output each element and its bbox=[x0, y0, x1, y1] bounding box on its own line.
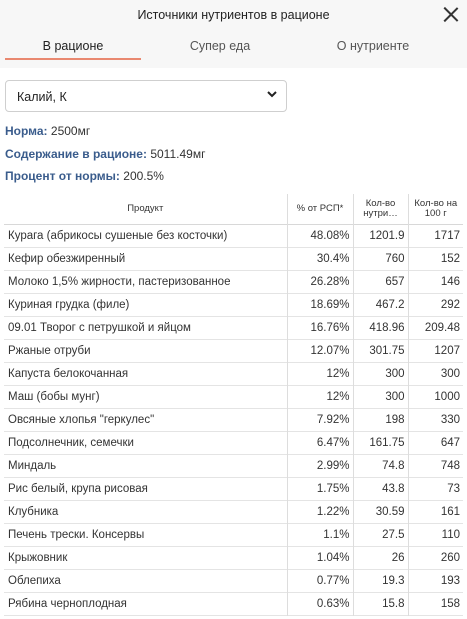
nutrient-amount-cell: 1201.9 bbox=[353, 224, 408, 247]
norm-label: Норма: bbox=[5, 124, 48, 138]
table-row[interactable] bbox=[4, 500, 463, 523]
per-100g-cell: 146 bbox=[440, 275, 460, 288]
per-100g-cell: 161 bbox=[440, 505, 460, 518]
nutrient-amount-cell: 300 bbox=[353, 362, 408, 385]
nutrient-amount-cell: 300 bbox=[353, 385, 408, 408]
per-100g-cell: 300 bbox=[440, 367, 460, 380]
rsp-percent-cell: 30.4% bbox=[287, 247, 353, 270]
rsp-percent-cell: 48.08% bbox=[287, 224, 353, 247]
table-row[interactable] bbox=[4, 247, 463, 270]
table-header-row bbox=[4, 194, 463, 224]
tab-bar bbox=[0, 34, 467, 62]
product-name-cell: Подсолнечник, семечки bbox=[4, 431, 287, 454]
table-row[interactable] bbox=[4, 362, 463, 385]
per-100g-cell: 1207 bbox=[434, 344, 460, 357]
rsp-percent-cell: 12% bbox=[287, 385, 353, 408]
table-row[interactable] bbox=[4, 546, 463, 569]
nutrient-amount-cell: 657 bbox=[353, 270, 408, 293]
per-100g-cell: 1717 bbox=[434, 229, 460, 242]
nutrient-amount-cell: 161.75 bbox=[353, 431, 408, 454]
tab-about-nutrient[interactable]: О нутриенте bbox=[336, 39, 410, 53]
product-name-cell: Капуста белокочанная bbox=[4, 362, 287, 385]
nutrient-amount-cell: 27.5 bbox=[353, 523, 408, 546]
table-row[interactable] bbox=[4, 569, 463, 592]
nutrient-select-value: Калий, К bbox=[17, 90, 67, 104]
product-name-cell: Маш (бобы мунг) bbox=[4, 385, 287, 408]
nutrient-amount-cell: 301.75 bbox=[353, 339, 408, 362]
per-100g-cell: 158 bbox=[440, 597, 460, 610]
product-name-cell: Кефир обезжиренный bbox=[4, 247, 287, 270]
table-row[interactable] bbox=[4, 454, 463, 477]
percent-label: Процент от нормы: bbox=[5, 169, 120, 183]
tab-super-food[interactable]: Супер еда bbox=[189, 39, 251, 53]
rsp-percent-cell: 18.69% bbox=[287, 293, 353, 316]
nutrient-amount-cell: 418.96 bbox=[353, 316, 408, 339]
nutrient-amount-cell: 467.2 bbox=[353, 293, 408, 316]
nutrient-amount-cell: 30.59 bbox=[353, 500, 408, 523]
per-100g-cell: 260 bbox=[440, 551, 460, 564]
rsp-percent-cell: 16.76% bbox=[287, 316, 353, 339]
column-header-nutrient-amount[interactable]: Кол-во нутри… bbox=[353, 194, 408, 224]
per-100g-cell: 193 bbox=[440, 574, 460, 587]
table-body bbox=[4, 224, 463, 615]
table-row[interactable] bbox=[4, 592, 463, 615]
nutrient-amount-cell: 15.8 bbox=[353, 592, 408, 615]
rsp-percent-cell: 1.1% bbox=[287, 523, 353, 546]
tab-in-diet[interactable]: В рационе bbox=[42, 39, 104, 53]
product-name-cell: Облепиха bbox=[4, 569, 287, 592]
product-name-cell: Миндаль bbox=[4, 454, 287, 477]
table-row[interactable] bbox=[4, 270, 463, 293]
product-name-cell: Печень трески. Консервы bbox=[4, 523, 287, 546]
per-100g-cell: 748 bbox=[440, 459, 460, 472]
norm-value: 2500мг bbox=[50, 124, 91, 138]
table-row[interactable] bbox=[4, 408, 463, 431]
per-100g-cell: 110 bbox=[441, 528, 460, 541]
product-name-cell: Молоко 1,5% жирности, пастеризованное bbox=[4, 270, 287, 293]
nutrient-amount-cell: 26 bbox=[353, 546, 408, 569]
column-header-rsp-percent[interactable]: % от РСП* bbox=[287, 194, 353, 224]
per-100g-cell: 330 bbox=[440, 413, 460, 426]
table-row[interactable] bbox=[4, 431, 463, 454]
per-100g-cell: 292 bbox=[440, 298, 460, 311]
rsp-percent-cell: 6.47% bbox=[287, 431, 353, 454]
rsp-percent-cell: 0.77% bbox=[287, 569, 353, 592]
per-100g-cell: 647 bbox=[440, 436, 460, 449]
product-name-cell: Клубника bbox=[4, 500, 287, 523]
per-100g-cell: 1000 bbox=[434, 390, 460, 403]
chevron-down-icon bbox=[266, 88, 278, 100]
rsp-percent-cell: 26.28% bbox=[287, 270, 353, 293]
per-100g-cell: 73 bbox=[447, 482, 460, 495]
percent-line bbox=[5, 169, 164, 183]
dialog-header bbox=[0, 0, 467, 68]
rsp-percent-cell: 1.04% bbox=[287, 546, 353, 569]
product-name-cell: Рябина черноплодная bbox=[4, 592, 287, 615]
rsp-percent-cell: 1.22% bbox=[287, 500, 353, 523]
rsp-percent-cell: 0.63% bbox=[287, 592, 353, 615]
percent-value: 200.5% bbox=[123, 169, 164, 183]
per-100g-cell: 209.48 bbox=[424, 321, 460, 334]
product-name-cell: Ржаные отруби bbox=[4, 339, 287, 362]
rsp-percent-cell: 1.75% bbox=[287, 477, 353, 500]
per-100g-cell: 152 bbox=[440, 252, 460, 265]
dialog-title: Источники нутриентов в рационе bbox=[137, 8, 330, 22]
table-row[interactable] bbox=[4, 316, 463, 339]
product-name-cell: Курага (абрикосы сушеные без косточки) bbox=[4, 224, 287, 247]
rsp-percent-cell: 12.07% bbox=[287, 339, 353, 362]
product-name-cell: Рис белый, крупа рисовая bbox=[4, 477, 287, 500]
rsp-percent-cell: 7.92% bbox=[287, 408, 353, 431]
table-row[interactable] bbox=[4, 477, 463, 500]
active-tab-indicator bbox=[5, 58, 141, 60]
norm-line bbox=[5, 124, 90, 138]
rsp-percent-cell: 2.99% bbox=[287, 454, 353, 477]
nutrient-amount-cell: 43.8 bbox=[353, 477, 408, 500]
content-value: 5011.49мг bbox=[150, 147, 206, 161]
product-name-cell: Куриная грудка (филе) bbox=[4, 293, 287, 316]
product-name-cell: Овсяные хлопья "геркулес" bbox=[4, 408, 287, 431]
table-row[interactable] bbox=[4, 385, 463, 408]
nutrient-amount-cell: 19.3 bbox=[353, 569, 408, 592]
nutrient-sources-table bbox=[4, 194, 463, 616]
nutrient-amount-cell: 760 bbox=[353, 247, 408, 270]
column-header-product[interactable]: Продукт bbox=[4, 194, 287, 224]
nutrient-select[interactable] bbox=[5, 80, 287, 112]
product-name-cell: Крыжовник bbox=[4, 546, 287, 569]
nutrient-amount-cell: 74.8 bbox=[353, 454, 408, 477]
product-name-cell: 09.01 Творог с петрушкой и яйцом bbox=[4, 316, 287, 339]
nutrient-amount-cell: 198 bbox=[353, 408, 408, 431]
table-row[interactable] bbox=[4, 224, 463, 247]
table-row[interactable] bbox=[4, 523, 463, 546]
table-row[interactable] bbox=[4, 339, 463, 362]
content-label: Содержание в рационе: bbox=[5, 147, 147, 161]
rsp-percent-cell: 12% bbox=[287, 362, 353, 385]
close-icon[interactable] bbox=[442, 5, 460, 23]
content-line bbox=[5, 147, 205, 161]
column-header-per-100g[interactable]: Кол-во на 100 г bbox=[414, 197, 458, 219]
table-row[interactable] bbox=[4, 293, 463, 316]
